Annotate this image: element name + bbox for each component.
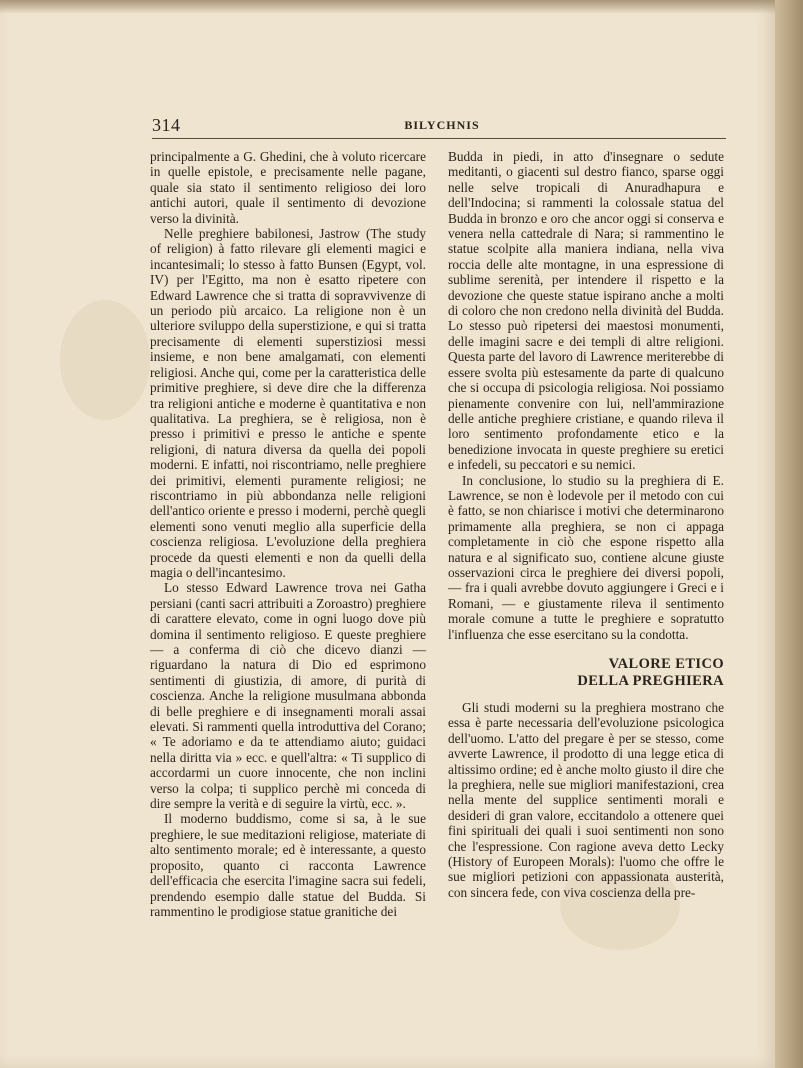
paper-stain: [60, 300, 150, 420]
section-heading-line: DELLA PREGHIERA: [577, 673, 724, 689]
journal-title: BILYCHNIS: [404, 118, 480, 132]
right-column: [448, 149, 724, 900]
paragraph: Gli studi moderni su la preghiera mostrano che essa è parte necessaria dell'evoluzione psicologica dell'uomo. L'atto del pregare è per se stesso, come avverte Lawrence, il prodotto di una legge etica di altissimo ordine; ed è anche molto giusto il dire che la preghiera, nelle sue migliori manifestazioni, crea nella mente del supplice sentimenti morali e desideri di gran valore, eccitandolo a ottenere quei fini spirituali dei quali i suoi sentimenti non sono che l'espressione. Con ragione aveva detto Lecky (History of Europeen Morals): l'uomo che offre le sue migliori petizioni con appassionata austerità, con sincera fede, con viva coscienza della pre-: [448, 700, 724, 900]
header-rule: [152, 138, 726, 139]
paragraph: Lo stesso Edward Lawrence trova nei Gatha persiani (canti sacri attribuiti a Zoroastro) preghiere di carattere elevato, come in ogni luogo dove più domina il sentimento religioso. E queste preghiere — a conferma di ciò che dicevo dianzi — riguardano la natura di Dio ed esprimono sentimenti di giustizia, di amore, di purità di coscienza. Anche la religione musulmana abbonda di belle preghiere e di insegnamenti morali assai elevati. Si rammenti quella introduttiva del Corano; « Te adoriamo e da te attendiamo aiuto; guidaci nella diritta via » ecc. e quell'altra: « Ti supplico di accordarmi un cuore innocente, che non inclini verso la colpa; ti supplico perchè mi conceda di dire sempre la verità e di seguire la virtù, ecc. ».: [150, 580, 426, 812]
page-number: 314: [152, 115, 181, 135]
section-heading: [448, 656, 724, 690]
paragraph: principalmente a G. Ghedini, che à voluto ricercare in quelle epistole, e precisamente nelle pagane, quale sia stato il sentimento religioso dei loro antichi autori, quale il sentimento di devozione verso la divinità.: [150, 149, 426, 226]
section-heading-line: VALORE ETICO: [608, 656, 724, 672]
running-head: [152, 113, 726, 137]
left-column: [150, 149, 426, 919]
paragraph: Budda in piedi, in atto d'insegnare o sedute meditanti, o giacenti sul destro fianco, sparse oggi nelle selve tropicali di Anuradhapura e dell'Indocina; si rammenti la colossale statua del Budda in bronzo e oro che ancor oggi si conserva e venera nella cattedrale di Nara; si rammentino le statue scolpite alla maniera indiana, nella viva roccia delle alte montagne, in una espressione di sublime serenità, per intendere il rispetto e la devozione che queste statue ispirano anche a molti di coloro che non credono nella divinità del Budda. Lo stesso può ripetersi dei maestosi monumenti, delle imagini sacre e dei templi di altre religioni. Questa parte del lavoro di Lawrence meriterebbe di essere svolta più estesamente da parte di qualcuno che si occupa di psicologia religiosa. Noi possiamo pienamente convenire con lui, nell'ammirazione delle antiche preghiere cristiane, e quando rileva il loro sentimento profondamente etico e la benedizione invocata in queste preghiere su eretici e infedeli, su peccatori e su nemici.: [448, 149, 724, 473]
paragraph: Nelle preghiere babilonesi, Jastrow (The study of religion) à fatto rilevare gli elementi magici e incantesimali; lo stesso à fatto Bunsen (Egypt, vol. IV) per l'Egitto, ma non è esatto ripetere con Edward Lawrence che si tratta di sopravvivenze di un periodo più arcaico. La religione non è un ulteriore sviluppo della superstizione, e qui si tratta precisamente di elementi superstiziosi messi insieme, e non bene amalgamati, con elementi religiosi. Anche qui, come per la caratteristica delle primitive preghiere, si deve dire che la differenza tra religioni antiche e moderne è quantitativa e non qualitativa. La preghiera, se è religiosa, non è presso i primitivi e presso le antiche e spente religioni, di natura diversa da quella dei popoli moderni. E infatti, noi riscontriamo, nelle preghiere dei primitivi, elementi puramente religiosi; ne riscontriamo in più abbondanza nelle religioni dell'antico oriente e presso i moderni, perchè quegli elementi sono venuti meglio alla superficie della coscienza religiosa. L'evoluzione della preghiera procede da questi elementi e non da quelli della magia o dell'incantesimo.: [150, 226, 426, 580]
paragraph: Il moderno buddismo, come si sa, à le sue preghiere, le sue meditazioni religiose, materiate di alto sentimento morale; ed è interessante, a questo proposito, quanto ci racconta Lawrence dell'efficacia che esercita l'imagine sacra sui fedeli, prendendo esempio dalle statue del Budda. Si rammentino le prodigiose statue granitiche dei: [150, 811, 426, 919]
paragraph: In conclusione, lo studio su la preghiera di E. Lawrence, se non è lodevole per il metodo con cui è fatto, se non chiarisce i motivi che determinarono primamente alla preghiera, se non ci appaga completamente in ciò che espone rispetto alla natura e al significato suo, contiene alcune giuste osservazioni circa le preghiere dei diversi popoli, — fra i quali avrebbe dovuto aggiungere i Greci e i Romani, — e giustamente rileva il sentimento morale comune a tutte le preghiere e sopratutto l'influenza che esse esercitano su la condotta.: [448, 472, 724, 642]
page-edge: [775, 0, 803, 1068]
page-top-shadow: [0, 0, 775, 14]
